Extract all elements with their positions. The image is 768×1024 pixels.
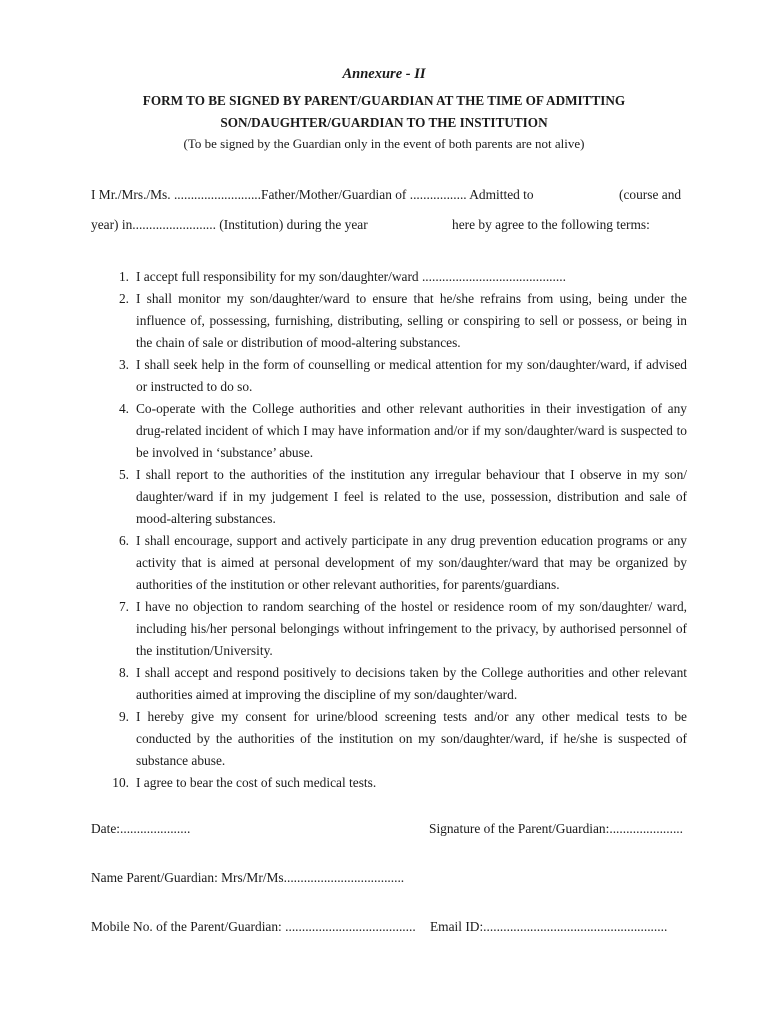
item-text: I shall accept and respond positively to decisions taken by the College authorities and other relevant authorities aimed at improving the discipline of my son/daughter/ward. [136, 665, 687, 702]
item-number: 4. [118, 401, 129, 416]
list-item [107, 662, 687, 706]
item-number: 9. [118, 709, 129, 724]
email-field[interactable]: Email ID:....................................................... [430, 919, 668, 934]
list-item [107, 530, 687, 596]
form-subtitle: (To be signed by the Guardian only in the event of both parents are not alive) [183, 136, 585, 151]
item-text: Co-operate with the College authorities and other relevant authorities in their investigation of any drug-related incident of which I may have information and/or if my son/daughter/ward is suspected to be involved in ‘substance’ abuse. [136, 401, 687, 460]
item-number: 1. [118, 269, 129, 284]
date-field[interactable]: Date:..................... [91, 821, 191, 836]
list-item [107, 464, 687, 530]
item-number: 8. [118, 665, 129, 680]
item-number: 3. [118, 357, 129, 372]
item-text: I shall monitor my son/daughter/ward to ensure that he/she refrains from using, being under the influence of, possessing, furnishing, distributing, selling or conspiring to sell or possess, or being in the chain of sale or distribution of mood-altering substances. [136, 291, 687, 350]
intro-line-2-end: here by agree to the following terms: [452, 217, 650, 232]
mobile-number-field[interactable]: Mobile No. of the Parent/Guardian: ....................................... [91, 919, 416, 934]
item-text: I hereby give my consent for urine/blood screening tests and/or any other medical tests to be conducted by the authorities of the institution on my son/daughter/ward, if he/she is suspected of substance abuse. [136, 709, 687, 768]
item-number: 5. [118, 467, 129, 482]
item-number: 10. [112, 775, 129, 790]
item-text: I agree to bear the cost of such medical tests. [136, 775, 377, 790]
item-text: I shall seek help in the form of counselling or medical attention for my son/daughter/ward, if advised or instructed to do so. [136, 357, 687, 394]
intro-line-2: year) in......................... (Institution) during the year [91, 217, 368, 232]
list-item [107, 354, 687, 398]
item-text: I accept full responsibility for my son/daughter/ward ........................................... [136, 269, 566, 284]
list-item [107, 706, 687, 772]
list-item [107, 596, 687, 662]
list-item [107, 772, 687, 794]
item-number: 6. [118, 533, 129, 548]
item-text: I shall report to the authorities of the institution any irregular behaviour that I observe in my son/ daughter/ward if in my judgement I feel is related to the use, possession, distribution and sale of mood-altering substances. [136, 467, 687, 526]
list-item [107, 266, 687, 288]
intro-line-1: I Mr./Mrs./Ms. ..........................Father/Mother/Guardian of ................. Admitted to [91, 187, 534, 202]
form-title-line-1: FORM TO BE SIGNED BY PARENT/GUARDIAN AT THE TIME OF ADMITTING [142, 93, 626, 108]
item-text: I have no objection to random searching of the hostel or residence room of my son/daughter/ ward, including his/her personal belongings without infringement to the privacy, by authorised personnel of the institution/University. [136, 599, 687, 658]
list-item [107, 288, 687, 354]
signature-field[interactable]: Signature of the Parent/Guardian:...................... [429, 821, 683, 836]
item-text: I shall encourage, support and actively participate in any drug prevention education programs or any activity that is aimed at personal development of my son/daughter/ward that may be organized by authorities of the institution or other relevant authorities, for parents/guardians. [136, 533, 687, 592]
item-number: 2. [118, 291, 129, 306]
terms-list [107, 266, 687, 794]
form-title-line-2: SON/DAUGHTER/GUARDIAN TO THE INSTITUTION [220, 115, 548, 130]
guardian-name-field[interactable]: Name Parent/Guardian: Mrs/Mr/Ms.................................... [91, 870, 405, 885]
list-item [107, 398, 687, 464]
intro-line-1-end: (course and [619, 187, 682, 202]
annexure-heading: Annexure - II [342, 66, 426, 82]
item-number: 7. [118, 599, 129, 614]
